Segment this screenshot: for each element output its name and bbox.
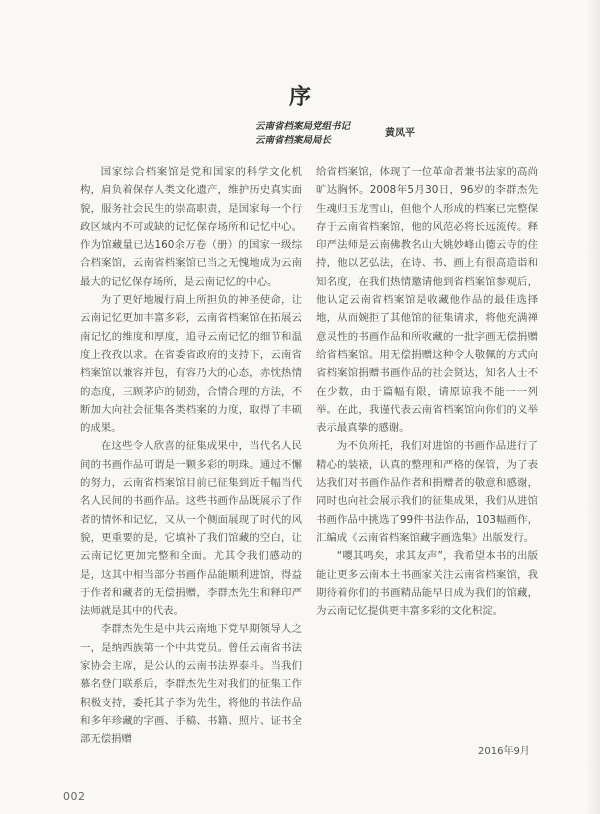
- paragraph: 为了更好地履行肩上所担负的神圣使命，让云南记忆更加丰富多彩，云南省档案馆在拓展云南记忆的维度和厚度，追寻云南记忆的细节和温度上孜孜以求。在省委省政府的支持下，云南省档案馆以兼容并包，有容乃大的心态，赤忱热情的态度，三顾茅庐的韧劲，合情合理的方法，不断加大向社会征集各类档案的力度，取得了丰硕的成果。: [80, 294, 302, 435]
- right-column: [316, 163, 538, 620]
- page-edge-shadow: [586, 0, 600, 814]
- date: 2016年9月: [478, 746, 530, 757]
- paragraph: 李群杰先生是中共云南地下党早期领导人之一，是纳西族第一个中共党员。曾任云南省书法家协会主席，是公认的云南书法界泰斗。当我们慕名登门联系后，李群杰先生对我们的征集工作积极支持，委托其子李为先生，将他的书法作品和多年珍藏的字画、手稿、书籍、照片、证书全部无偿捐赠: [80, 623, 302, 746]
- signature-title-1: 云南省档案局党组书记: [255, 121, 351, 132]
- paragraph: “嘤其鸣矣，求其友声”，我希望本书的出版能让更多云南本土书画家关注云南省档案馆，我期待着你们的书画精品能早日成为我们的馆藏，为云南记忆提供更丰富多彩的文化积淀。: [316, 550, 538, 618]
- left-column: [80, 163, 302, 749]
- signature-name: 黄凤平: [385, 128, 415, 139]
- signature-block: [255, 120, 435, 148]
- paragraph-continued: 给省档案馆，体现了一位革命者兼书法家的高尚旷达胸怀。2008年5月30日，96岁的李群杰先生魂归玉龙雪山，但他个人形成的档案已完整保存于云南省档案馆，他的风范必将长远流传。释印严法师是云南佛教名山大姚妙峰山德云寺的住持，他以艺弘法，在诗、书、画上有很高造诣和知名度，在我们热情邀请他到省档案馆参观后，他认定云南省档案馆是收藏他作品的最佳选择地，从而婉拒了其他馆的征集请求，将他充满禅意灵性的书画作品和所收藏的一批字画无偿捐赠给省档案馆。用无偿捐赠这种令人敬佩的方式向省档案馆捐赠书画作品的社会贤达，知名人士不在少数，由于篇幅有限，请原谅我不能一一列举。在此，我谨代表云南省档案馆向你们的义举表示最真挚的感谢。: [316, 166, 538, 435]
- paragraph: 国家综合档案馆是党和国家的科学文化机构，肩负着保存人类文化遗产，维护历史真实面貌，服务社会民生的崇高职责，是国家每一个行政区域内不可或缺的记忆保存场所和记忆中心。作为馆藏量已达160余万卷（册）的国家一级综合档案馆，云南省档案馆已当之无愧地成为云南最大的记忆保存场所，是云南记忆的中心。: [80, 166, 302, 288]
- paragraph: 为不负所托，我们对进馆的书画作品进行了精心的装裱，认真的整理和严格的保管，为了表达我们对书画作品作者和捐赠者的敬意和感谢，同时也向社会展示我们的征集成果，我们从进馆书画作品中挑选了99件书法作品，103幅画作，汇编成《云南省档案馆藏字画选集》出版发行。: [316, 440, 538, 544]
- paragraph: 在这些令人欣喜的征集成果中，当代名人民间的书画作品可谓是一颗多彩的明珠。通过不懈的努力，云南省档案馆目前已征集到近千幅当代名人民间的书画作品。这些书画作品既展示了作者的情怀和记忆，又从一个侧面展现了时代的风貌，更重要的是，它填补了我们馆藏的空白，让云南记忆更加完整和全面。尤其令我们感动的是，这其中相当部分书画作品能顺利进馆，得益于作者和藏者的无偿捐赠，李群杰先生和释印严法师就是其中的代表。: [80, 440, 302, 618]
- signature-title-2: 云南省档案局局长: [255, 135, 332, 146]
- page-title: 序: [288, 84, 311, 110]
- page-number: 002: [63, 790, 86, 803]
